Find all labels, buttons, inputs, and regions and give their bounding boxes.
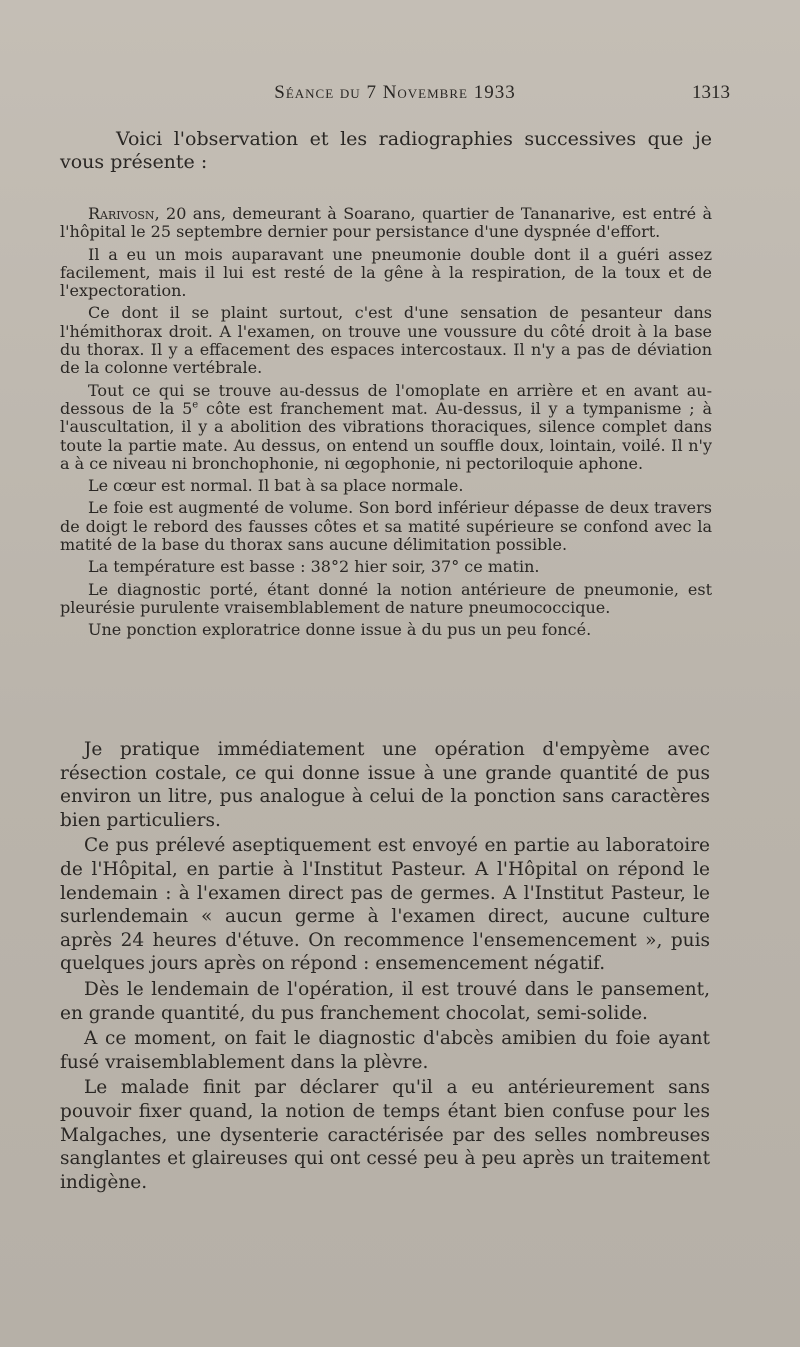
intro-paragraph: Voici l'observation et les radiographies successives que je vous présente :	[60, 128, 712, 173]
observation-paragraph-6: Le foie est augmenté de volume. Son bord inférieur dépasse de deux travers de doigt le rebord des fausses côtes et sa matité supérieure se confond avec la matité de la base du thorax sans aucune délimitation possible.	[60, 498, 712, 555]
patient-name: Rarivosn	[88, 204, 155, 223]
observation-block	[60, 205, 712, 644]
observation-paragraph-9: Une ponction exploratrice donne issue à du pus un peu foncé.	[88, 620, 592, 640]
observation-paragraph-2: Il a eu un mois auparavant une pneumonie double dont il a guéri assez facilement, mais il lui est resté de la gêne à la respiration, de la toux et de l'expectoration.	[60, 244, 712, 301]
page-header	[60, 82, 730, 108]
body-paragraph-4: A ce moment, on fait le diagnostic d'abcès amibien du foie ayant fusé vraisemblablement dans la plèvre.	[60, 1028, 710, 1073]
superscript-e: e	[192, 399, 199, 411]
body-paragraph-2: Ce pus prélevé aseptiquement est envoyé en partie au laboratoire de l'Hôpital, en partie à l'Institut Pasteur. A l'Hôpital on répond le lendemain : à l'examen direct pas de germes. A l'Institut Pasteur, le surlendemain « aucun germe à l'examen direct, aucune culture après 24 heures d'étuve. On recommence l'ensemencement », puis quelques jours après on répond : ensemencement négatif.	[60, 835, 710, 975]
page-number: 1313	[692, 82, 730, 103]
running-title: Séance du 7 Novembre 1933	[274, 82, 516, 103]
observation-paragraph-1	[60, 205, 712, 242]
observation-paragraph-5: Le cœur est normal. Il bat à sa place normale.	[88, 476, 464, 496]
body-paragraph-1: Je pratique immédiatement une opération d'empyème avec résection costale, ce qui donne issue à une grande quantité de pus environ un litre, pus analogue à celui de la ponction sans caractères bien particuliers.	[60, 739, 710, 831]
observation-paragraph-7: La température est basse : 38°2 hier soir, 37° ce matin.	[88, 557, 540, 577]
body-paragraph-3: Dès le lendemain de l'opération, il est trouvé dans le pansement, en grande quantité, du pus franchement chocolat, semi-solide.	[60, 978, 710, 1024]
observation-paragraph-4-text-b: côte est franchement mat. Au-dessus, il y a tympanisme ; à l'auscultation, il y a abolition des vibrations thoraciques, silence complet dans toute la partie mate. Au dessus, on entend un souffle doux, lointain, voilé. Il n'y a à ce niveau ni bronchophonie, ni œgophonie, ni pectoriloquie aphone.	[60, 398, 713, 473]
body-paragraph-5: Le malade finit par déclarer qu'il a eu antérieurement sans pouvoir fixer quand, la notion de temps étant bien confuse pour les Malgaches, une dysenterie caractérisée par des selles nombreuses sanglantes et glaireuses qui ont cessé peu à peu après un traitement indigène.	[60, 1077, 710, 1193]
observation-paragraph-3: Ce dont il se plaint surtout, c'est d'une sensation de pesanteur dans l'hémithorax droit. A l'examen, on trouve une voussure du côté droit à la base du thorax. Il y a effacement des espaces intercostaux. Il n'y a pas de déviation de la colonne vertébrale.	[60, 303, 712, 378]
main-text-block	[60, 738, 710, 1196]
observation-paragraph-8: Le diagnostic porté, étant donné la notion antérieure de pneumonie, est pleurésie purulente vraisemblablement de nature pneumococcique.	[60, 579, 712, 617]
observation-paragraph-1-text: , 20 ans, demeurant à Soarano, quartier de Tananarive, est entré à l'hôpital le 25 septembre dernier pour persistance d'une dyspnée d'effort.	[60, 204, 712, 242]
observation-paragraph-4-text-a: Tout ce qui se trouve au-dessus de l'omoplate en arrière et en avant au-dessous de la 5	[60, 380, 712, 418]
observation-paragraph-4	[60, 382, 712, 473]
